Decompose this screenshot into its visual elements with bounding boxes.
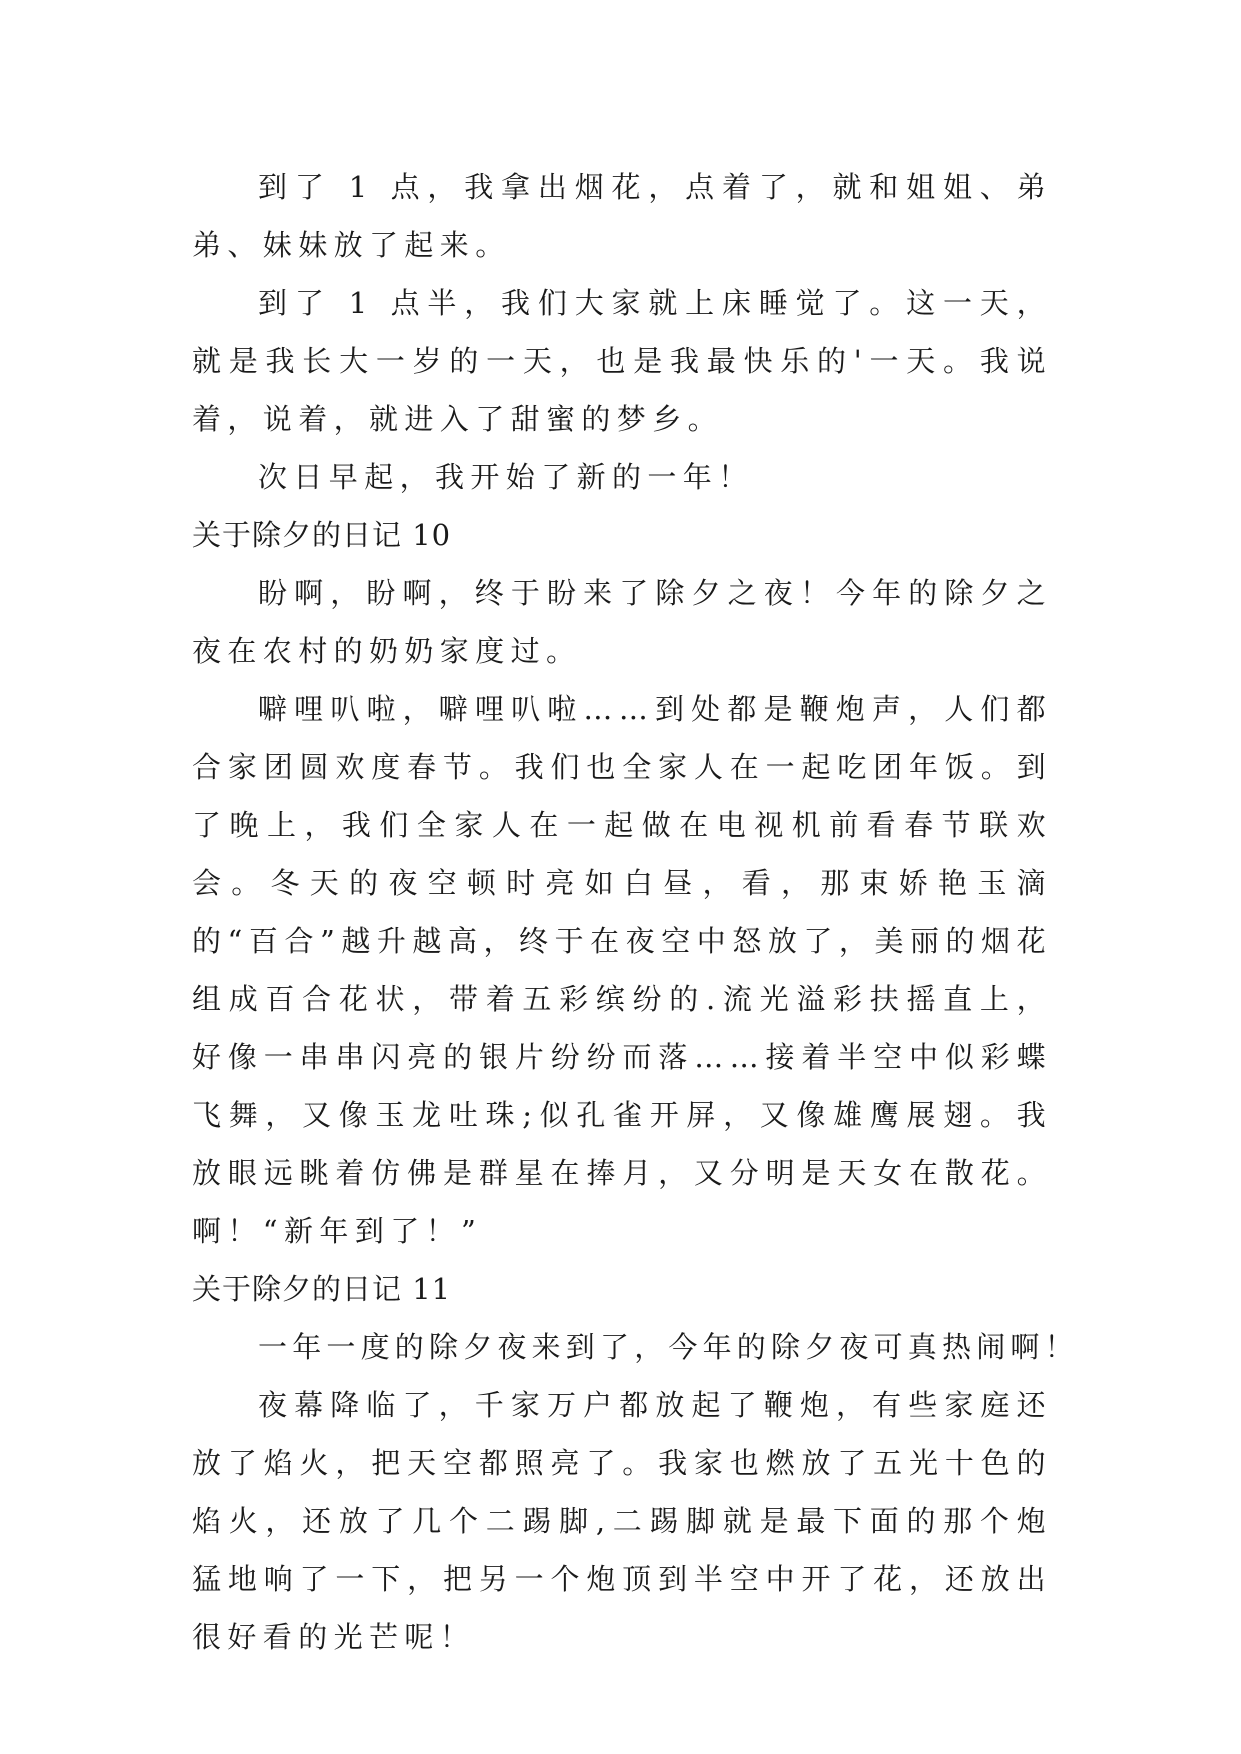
section-heading: 关于除夕的日记 10 xyxy=(192,518,452,552)
paragraph: 到了 1 点，我拿出烟花，点着了，就和姐姐、弟弟、妹妹放了起来。 xyxy=(192,170,1052,262)
paragraph: 夜幕降临了，千家万户都放起了鞭炮，有些家庭还放了焰火，把天空都照亮了。我家也燃放了五光十色的焰火，还放了几个二踢脚,二踢脚就是最下面的那个炮猛地响了一下，把另一个炮顶到半空中开了花，还放出很好看的光芒呢！ xyxy=(192,1388,1052,1654)
paragraph: 次日早起，我开始了新的一年！ xyxy=(258,460,754,494)
section-heading: 关于除夕的日记 11 xyxy=(192,1272,452,1306)
paragraph: 到了 1 点半，我们大家就上床睡觉了。这一天，就是我长大一岁的一天，也是我最快乐的'一天。我说着，说着，就进入了甜蜜的梦乡。 xyxy=(192,286,1052,436)
paragraph: 噼哩叭啦，噼哩叭啦……到处都是鞭炮声，人们都合家团圆欢度春节。我们也全家人在一起吃团年饭。到了晚上，我们全家人在一起做在电视机前看春节联欢会。冬天的夜空顿时亮如白昼，看，那束娇艳玉滴的“百合”越升越高，终于在夜空中怒放了，美丽的烟花组成百合花状，带着五彩缤纷的.流光溢彩扶摇直上，好像一串串闪亮的银片纷纷而落……接着半空中似彩蝶飞舞，又像玉龙吐珠;似孔雀开屏，又像雄鹰展翅。我放眼远眺着仿佛是群星在捧月，又分明是天女在散花。啊！“新年到了！” xyxy=(192,692,1052,1248)
paragraph: 一年一度的除夕夜来到了，今年的除夕夜可真热闹啊！ xyxy=(258,1330,1079,1364)
paragraph: 盼啊，盼啊，终于盼来了除夕之夜！今年的除夕之夜在农村的奶奶家度过。 xyxy=(192,576,1052,668)
document-page xyxy=(192,158,1079,1666)
